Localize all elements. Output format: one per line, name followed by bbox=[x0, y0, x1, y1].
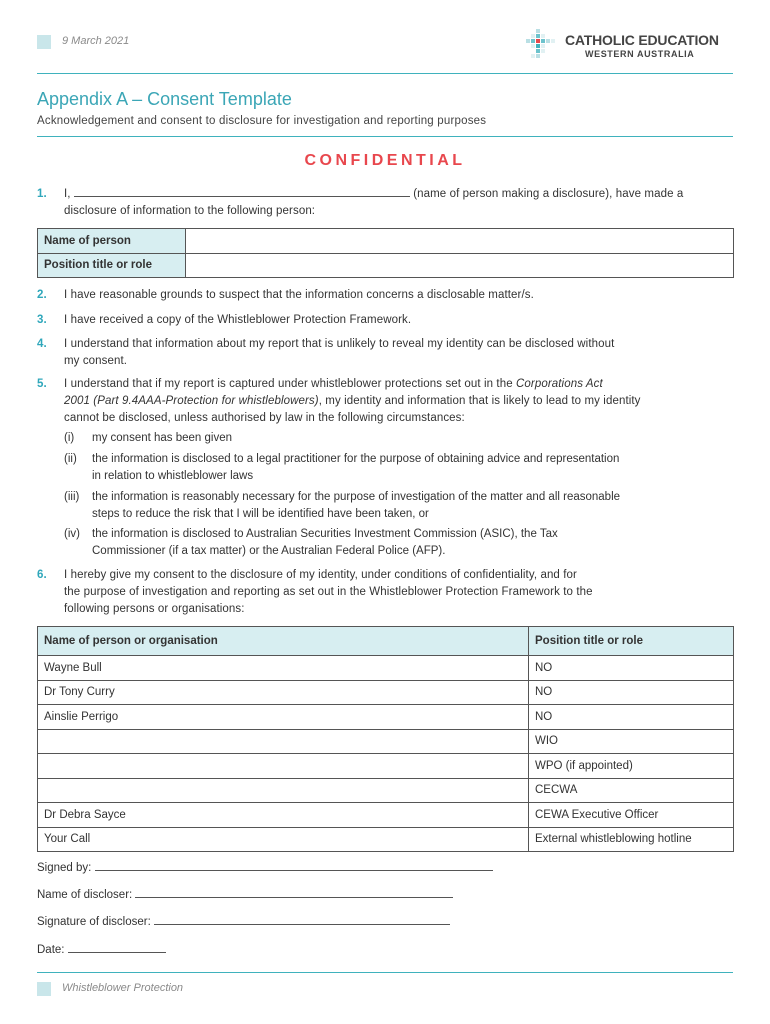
circumstance-item bbox=[64, 526, 736, 560]
recipient-role-cell: WPO (if appointed) bbox=[529, 754, 734, 779]
recipient-role-cell: NO bbox=[529, 705, 734, 730]
statement-number: 3. bbox=[37, 314, 47, 326]
consent-recipients-table bbox=[37, 626, 734, 852]
column-header-role: Position title or role bbox=[529, 627, 734, 656]
statement-number: 5. bbox=[37, 378, 47, 390]
signature-of-discloser-line[interactable] bbox=[154, 914, 450, 925]
circumstance-text: Commissioner (if a tax matter) or the Australian Federal Police (AFP). bbox=[92, 545, 446, 557]
statement-1-line2: disclosure of information to the following person: bbox=[64, 205, 316, 217]
statement-number: 6. bbox=[37, 569, 47, 581]
signed-by-line[interactable] bbox=[95, 860, 493, 871]
statement-4 bbox=[37, 336, 735, 370]
table-row bbox=[38, 680, 734, 705]
title-divider bbox=[37, 136, 733, 137]
circumstance-item bbox=[64, 489, 736, 523]
statement-6 bbox=[37, 567, 735, 618]
table-row bbox=[38, 827, 734, 852]
discloser-name-blank[interactable] bbox=[74, 186, 410, 197]
statement-1-prefix: I, bbox=[64, 188, 71, 200]
name-of-discloser-label: Name of discloser: bbox=[37, 889, 133, 901]
signed-by-row bbox=[37, 860, 493, 874]
recipient-role-cell: NO bbox=[529, 680, 734, 705]
recipient-name-cell[interactable] bbox=[38, 754, 529, 779]
recipient-role-cell: External whistleblowing hotline bbox=[529, 827, 734, 852]
position-title-label: Position title or role bbox=[38, 253, 186, 278]
table-row bbox=[38, 803, 734, 828]
table-header-row bbox=[38, 627, 734, 656]
statement-text: , my identity and information that is likely to lead to my identity bbox=[318, 395, 641, 407]
circumstance-number: (iv) bbox=[64, 528, 80, 540]
cewa-logo-icon bbox=[523, 28, 557, 62]
signature-of-discloser-label: Signature of discloser: bbox=[37, 916, 151, 928]
statement-3 bbox=[37, 312, 735, 329]
statement-text: I have received a copy of the Whistleblower Protection Framework. bbox=[64, 314, 412, 326]
circumstance-number: (ii) bbox=[64, 453, 77, 465]
name-of-person-field[interactable] bbox=[186, 229, 734, 254]
table-row bbox=[38, 656, 734, 681]
logo-text-main: CATHOLIC EDUCATION bbox=[565, 32, 719, 48]
recipient-name-cell[interactable] bbox=[38, 778, 529, 803]
statement-text: following persons or organisations: bbox=[64, 603, 245, 615]
statement-text: I hereby give my consent to the disclosure of my identity, under conditions of confidentiality, and for bbox=[64, 569, 577, 581]
column-header-name: Name of person or organisation bbox=[38, 627, 529, 656]
statement-text: the purpose of investigation and reporting as set out in the Whistleblower Protection Framework to the bbox=[64, 586, 593, 598]
recipient-role-cell: WIO bbox=[529, 729, 734, 754]
statement-text: cannot be disclosed, unless authorised by law in the following circumstances: bbox=[64, 412, 465, 424]
recipient-table bbox=[37, 228, 734, 278]
name-of-person-label: Name of person bbox=[38, 229, 186, 254]
statement-1 bbox=[37, 186, 735, 220]
signature-of-discloser-row bbox=[37, 914, 450, 928]
statement-number: 4. bbox=[37, 338, 47, 350]
statement-1-suffix: (name of person making a disclosure), have made a bbox=[413, 188, 684, 200]
header-divider bbox=[37, 73, 733, 74]
footer-text: Whistleblower Protection bbox=[62, 982, 184, 994]
logo-text-sub: WESTERN AUSTRALIA bbox=[585, 49, 695, 59]
statement-text: I understand that information about my report that is unlikely to reveal my identity can be disclosed without bbox=[64, 338, 615, 350]
recipient-role-cell: CEWA Executive Officer bbox=[529, 803, 734, 828]
act-reference: 2001 (Part 9.4AAA-Protection for whistleblowers) bbox=[64, 395, 319, 407]
table-row bbox=[38, 778, 734, 803]
recipient-name-cell[interactable]: Your Call bbox=[38, 827, 529, 852]
signed-by-label: Signed by: bbox=[37, 862, 92, 874]
statement-5 bbox=[37, 376, 735, 427]
circumstance-text: my consent has been given bbox=[92, 432, 233, 444]
recipient-name-cell[interactable]: Ainslie Perrigo bbox=[38, 705, 529, 730]
circumstance-text: the information is disclosed to Australian Securities Investment Commission (ASIC), the Tax bbox=[92, 528, 558, 540]
recipient-role-cell: CECWA bbox=[529, 778, 734, 803]
table-row bbox=[38, 253, 734, 278]
footer-marker bbox=[37, 982, 51, 996]
position-title-field[interactable] bbox=[186, 253, 734, 278]
statement-text: I understand that if my report is captured under whistleblower protections set out in the bbox=[64, 378, 516, 390]
table-row bbox=[38, 754, 734, 779]
statement-text: my consent. bbox=[64, 355, 128, 367]
date-line[interactable] bbox=[68, 942, 166, 953]
recipient-name-cell[interactable] bbox=[38, 729, 529, 754]
circumstance-number: (iii) bbox=[64, 491, 80, 503]
circumstance-text: the information is reasonably necessary for the purpose of investigation of the matter and all reasonable bbox=[92, 491, 621, 503]
date-row bbox=[37, 942, 166, 956]
statement-2 bbox=[37, 287, 735, 304]
header-marker bbox=[37, 35, 51, 49]
circumstance-item bbox=[64, 451, 736, 485]
statement-number: 2. bbox=[37, 289, 47, 301]
circumstance-text: in relation to whistleblower laws bbox=[92, 470, 254, 482]
page-title: Appendix A – Consent Template bbox=[37, 89, 292, 109]
name-of-discloser-row bbox=[37, 887, 453, 901]
table-row bbox=[38, 705, 734, 730]
date-label: Date: bbox=[37, 944, 65, 956]
confidential-heading: CONFIDENTIAL bbox=[304, 152, 466, 169]
recipient-name-cell[interactable]: Dr Debra Sayce bbox=[38, 803, 529, 828]
circumstance-text: steps to reduce the risk that I will be identified have been taken, or bbox=[92, 508, 429, 520]
table-row bbox=[38, 229, 734, 254]
act-reference: Corporations Act bbox=[516, 378, 603, 390]
table-row bbox=[38, 729, 734, 754]
statement-text: I have reasonable grounds to suspect that the information concerns a disclosable matter/s. bbox=[64, 289, 534, 301]
circumstance-number: (i) bbox=[64, 432, 75, 444]
circumstance-text: the information is disclosed to a legal practitioner for the purpose of obtaining advice and representation bbox=[92, 453, 620, 465]
footer-divider bbox=[37, 972, 733, 973]
recipient-name-cell[interactable]: Wayne Bull bbox=[38, 656, 529, 681]
recipient-role-cell: NO bbox=[529, 656, 734, 681]
document-date: 9 March 2021 bbox=[62, 35, 130, 47]
statement-number: 1. bbox=[37, 188, 47, 200]
circumstance-item bbox=[64, 430, 736, 447]
page-subtitle: Acknowledgement and consent to disclosure for investigation and reporting purposes bbox=[37, 115, 487, 127]
name-of-discloser-line[interactable] bbox=[135, 887, 453, 898]
recipient-name-cell[interactable]: Dr Tony Curry bbox=[38, 680, 529, 705]
